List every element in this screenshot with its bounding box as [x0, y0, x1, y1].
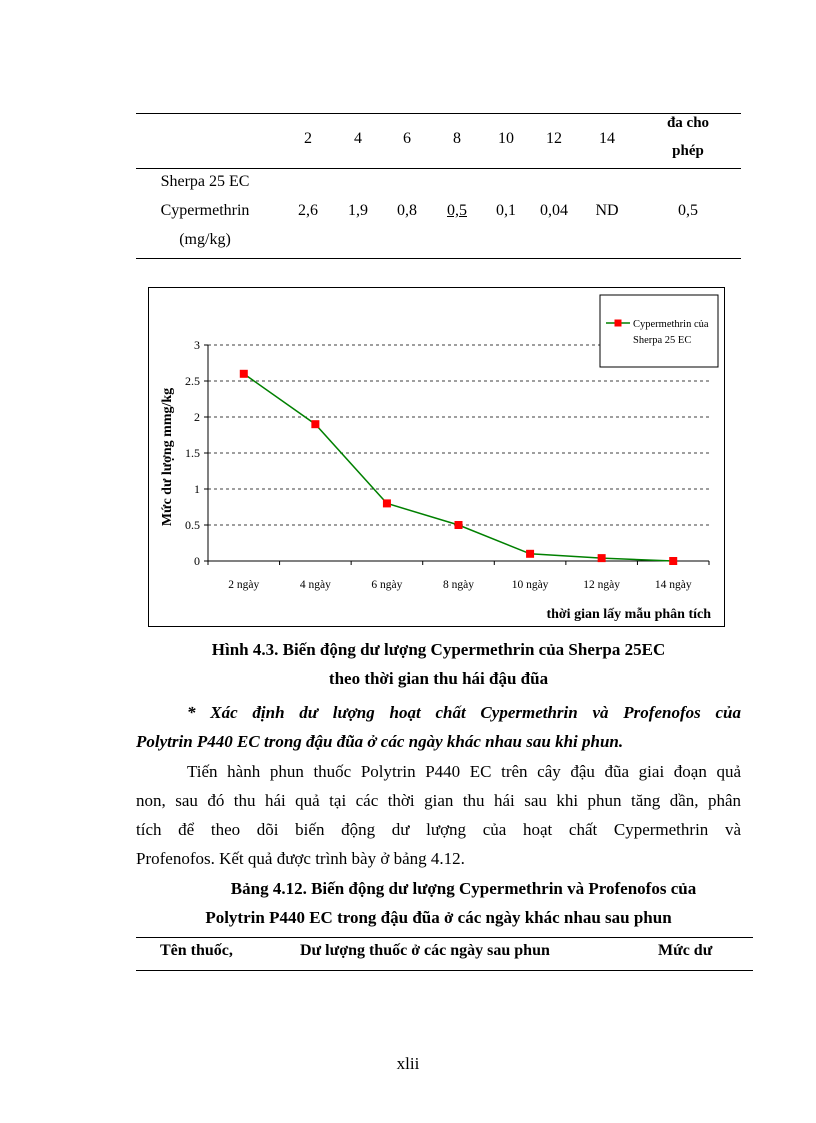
- table-caption-line1: Bảng 4.12. Biến động dư lượng Cypermethrin và Profenofos của: [230, 879, 697, 898]
- table1-header-rule: [136, 168, 741, 169]
- table1-header-limit-line1: đa cho: [666, 115, 710, 131]
- data-point-marker: [455, 521, 463, 529]
- table1-header-day: 8: [453, 130, 461, 147]
- x-tick-label: 2 ngày: [228, 579, 260, 591]
- y-axis-label: Mức dư lượng mmg/kg: [160, 387, 175, 527]
- paragraph-line1: Tiến hành phun thuốc Polytrin P440 EC trên cây đậu đũa giai đoạn quả: [187, 762, 741, 781]
- x-axis-label: thời gian lấy mẫu phân tích: [546, 607, 711, 622]
- data-point-marker: [240, 370, 248, 378]
- chart-legend: [600, 295, 718, 367]
- figure-caption-line1: Hình 4.3. Biến động dư lượng Cypermethrin của Sherpa 25EC: [211, 640, 666, 659]
- table1-row-label-line2: Cypermethrin: [160, 202, 250, 219]
- paragraph-line3: tích để theo dõi biến động dư lượng của hoạt chất Cypermethrin và: [136, 820, 741, 839]
- legend-box: [600, 295, 718, 367]
- table2-header-rule: [136, 970, 753, 971]
- table2-header-drug-name: Tên thuốc,: [160, 942, 233, 959]
- section-heading-line2: Polytrin P440 EC trong đậu đũa ở các ngày khác nhau sau khi phun.: [136, 732, 624, 751]
- table1-value: 1,9: [348, 202, 368, 219]
- table2-header-limit: Mức dư: [658, 942, 713, 959]
- x-tick-label: 10 ngày: [511, 579, 549, 591]
- data-point-marker: [526, 550, 534, 558]
- table1-top-rule: [136, 113, 741, 114]
- x-tick-label: 4 ngày: [299, 579, 331, 591]
- series-line: [244, 374, 673, 561]
- table1-header-limit-line2: phép: [672, 143, 704, 159]
- y-tick-label: 1.5: [185, 446, 200, 460]
- table1-value-limit: 0,5: [678, 202, 698, 219]
- y-tick-label: 2: [194, 410, 200, 424]
- table2-top-rule: [136, 937, 753, 938]
- data-point-marker: [669, 557, 677, 565]
- data-point-marker: [598, 554, 606, 562]
- table2-header-residue: Dư lượng thuốc ở các ngày sau phun: [300, 942, 550, 959]
- table1-header-day: 6: [403, 130, 411, 147]
- table1-row-label-line1: Sherpa 25 EC: [160, 173, 250, 190]
- data-point-marker: [383, 499, 391, 507]
- legend-label-line1: Cypermethrin của: [633, 319, 709, 330]
- chart-frame: [148, 287, 725, 627]
- table1-header-day: 4: [354, 130, 362, 147]
- table1-value: ND: [595, 202, 619, 219]
- x-tick-label: 12 ngày: [583, 579, 621, 591]
- section-heading-line1: * Xác định dư lượng hoạt chất Cypermethrin và Profenofos của: [187, 703, 741, 722]
- data-point-marker: [311, 420, 319, 428]
- x-tick-label: 8 ngày: [443, 579, 474, 591]
- paragraph-line2: non, sau đó thu hái quả tại các thời gian thu hái sau khi phun tăng dần, phân: [136, 791, 741, 810]
- table1-header-day: 10: [498, 130, 514, 147]
- table1-value: 0,8: [397, 202, 417, 219]
- paragraph-line4: Profenofos. Kết quả được trình bày ở bảng 4.12.: [136, 849, 465, 868]
- table1-header-day: 12: [546, 130, 562, 147]
- table1-value: 0,1: [496, 202, 516, 219]
- page-number: xlii: [396, 1054, 420, 1073]
- legend-label-line2: Sherpa 25 EC: [633, 335, 692, 346]
- y-tick-label: 0.5: [185, 518, 200, 532]
- legend-marker-icon: [615, 320, 622, 327]
- y-tick-label: 2.5: [185, 374, 200, 388]
- table1-bottom-rule: [136, 258, 741, 259]
- y-tick-label: 1: [194, 482, 200, 496]
- table1-row-label-line3: (mg/kg): [179, 231, 231, 248]
- table1-value-underlined: 0,5: [447, 202, 467, 219]
- table1-value: 2,6: [298, 202, 318, 219]
- table-caption-line2: Polytrin P440 EC trong đậu đũa ở các ngày khác nhau sau phun: [205, 908, 672, 927]
- y-tick-label: 3: [194, 338, 200, 352]
- x-tick-label: 14 ngày: [654, 579, 692, 591]
- y-tick-label: 0: [194, 554, 200, 568]
- table1-value: 0,04: [540, 202, 568, 219]
- x-tick-label: 6 ngày: [371, 579, 403, 591]
- table1-header-day: 2: [304, 130, 312, 147]
- residue-line-chart: [149, 288, 724, 626]
- figure-caption-line2: theo thời gian thu hái đậu đũa: [328, 669, 549, 688]
- table1-header-day: 14: [599, 130, 615, 147]
